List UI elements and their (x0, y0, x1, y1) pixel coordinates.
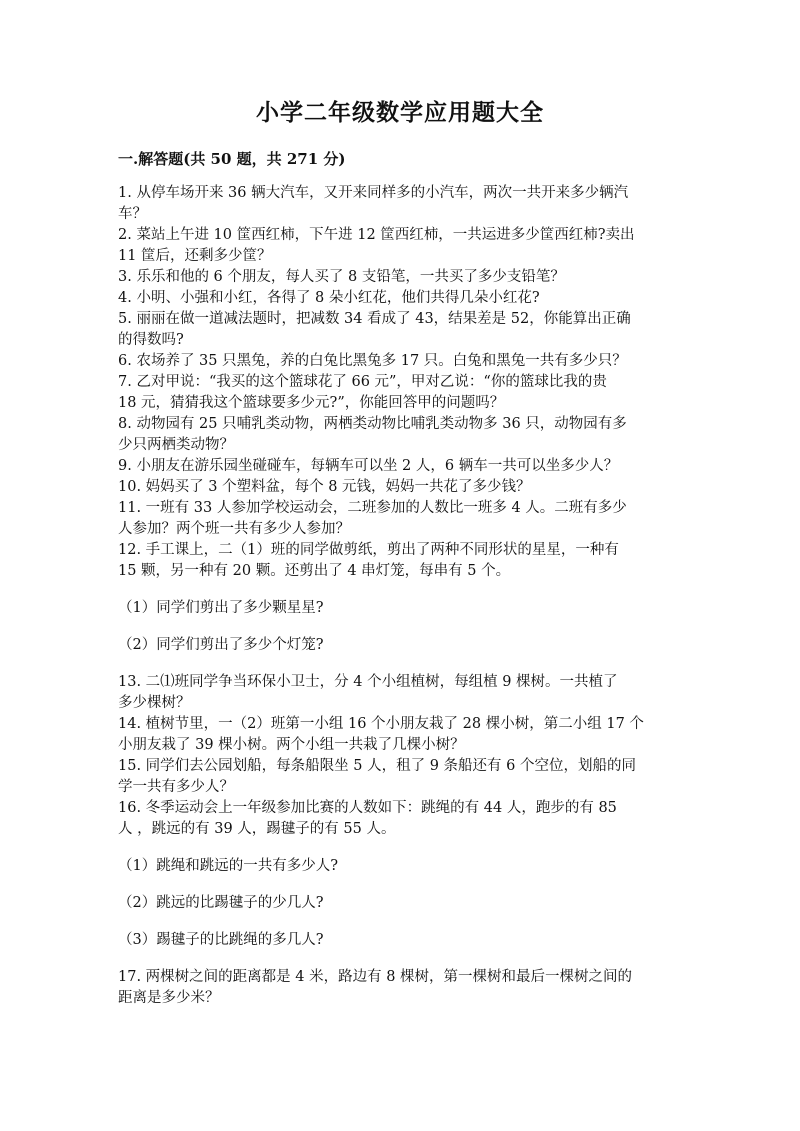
question-12 (118, 540, 688, 582)
question-15 (118, 756, 688, 798)
question-line: 12. 手工课上，二（1）班的同学做剪纸，剪出了两种不同形状的星星，一种有 (118, 542, 619, 558)
question-3 (118, 267, 688, 288)
question-line: 少只两栖类动物？ (118, 437, 234, 453)
question-16 (118, 798, 688, 840)
question-line: 5. 丽丽在做一道减法题时，把减数 34 看成了 43，结果差是 52，你能算出正确 (118, 311, 631, 327)
question-line: 的得数吗? (118, 332, 184, 348)
question-17 (118, 967, 688, 1009)
question-line: 14. 植树节里，一（2）班第一小组 16 个小朋友栽了 28 棵小树，第二小组 17 个 (118, 716, 644, 732)
question-line: 小朋友栽了 39 棵小树。两个小组一共栽了几棵小树？ (118, 737, 465, 753)
question-line: 6. 农场养了 35 只黑兔，养的白兔比黑兔多 17 只。白兔和黑兔一共有多少只？ (118, 353, 627, 369)
question-11 (118, 498, 688, 540)
question-line: 10. 妈妈买了 3 个塑料盆，每个 8 元钱，妈妈一共花了多少钱？ (118, 479, 531, 495)
question-9 (118, 456, 688, 477)
section-heading: 一.解答题(共 50 题，共 271 分) (118, 150, 346, 168)
question-line: 17. 两棵树之间的距离都是 4 米，路边有 8 棵树，第一棵树和最后一棵树之间的 (118, 969, 633, 985)
question-4 (118, 288, 688, 309)
question-line: 学一共有多少人？ (118, 779, 234, 795)
question-line: 7. 乙对甲说：“我买的这个篮球花了 66 元”，甲对乙说：“你的篮球比我的贵 (118, 374, 607, 390)
question-12-subquestion-1: （1）同学们剪出了多少颗星星? (118, 600, 324, 616)
question-line: 15. 同学们去公园划船，每条船限坐 5 人，租了 9 条船还有 6 个空位，划船的同 (118, 758, 636, 774)
question-line: 9. 小朋友在游乐园坐碰碰车，每辆车可以坐 2 人，6 辆车一共可以坐多少人？ (118, 458, 619, 474)
question-line: 11 筐后，还剩多少筐？ (118, 248, 272, 264)
question-8 (118, 414, 688, 456)
question-16-subquestion-1: （1）跳绳和跳远的一共有多少人? (118, 858, 338, 874)
question-13 (118, 672, 688, 714)
question-7 (118, 372, 688, 414)
question-line: 11. 一班有 33 人参加学校运动会，二班参加的人数比一班多 4 人。二班有多少 (118, 500, 627, 516)
question-line: 人参加？两个班一共有多少人参加？ (118, 521, 350, 537)
question-10 (118, 477, 688, 498)
question-line: 8. 动物园有 25 只哺乳类动物，两栖类动物比哺乳类动物多 36 只，动物园有多 (118, 416, 627, 432)
document-title: 小学二年级数学应用题大全 (256, 99, 544, 126)
question-2 (118, 225, 688, 267)
question-14 (118, 714, 688, 756)
question-16-subquestion-3: （3）踢毽子的比跳绳的多几人? (118, 932, 324, 948)
question-1 (118, 183, 688, 225)
question-5 (118, 309, 688, 351)
question-12-subquestion-2: （2）同学们剪出了多少个灯笼? (118, 637, 324, 653)
question-line: 18 元，猜猜我这个篮球要多少元?”，你能回答甲的问题吗？ (118, 395, 505, 411)
question-line: 4. 小明、小强和小红，各得了 8 朵小红花，他们共得几朵小红花? (118, 290, 540, 306)
question-line: 13. 二⑴班同学争当环保小卫士，分 4 个小组植树，每组植 9 棵树。一共植了 (118, 674, 618, 690)
question-line: 人 ，跳远的有 39 人，踢毽子的有 55 人。 (118, 821, 396, 837)
question-list (118, 183, 688, 1009)
question-line: 16. 冬季运动会上一年级参加比赛的人数如下：跳绳的有 44 人，跑步的有 85 (118, 800, 617, 816)
question-line: 15 颗，另一种有 20 颗。还剪出了 4 串灯笼，每串有 5 个。 (118, 563, 511, 579)
question-line: 车？ (118, 206, 147, 222)
question-line: 距离是多少米？ (118, 990, 220, 1006)
question-line: 1. 从停车场开来 36 辆大汽车，又开来同样多的小汽车，两次一共开来多少辆汽 (118, 185, 629, 201)
question-6 (118, 351, 688, 372)
question-line: 3. 乐乐和他的 6 个朋友，每人买了 8 支铅笔，一共买了多少支铅笔？ (118, 269, 565, 285)
question-line: 多少棵树？ (118, 695, 191, 711)
question-16-subquestion-2: （2）跳远的比踢毽子的少几人? (118, 895, 324, 911)
question-line: 2. 菜站上午进 10 筐西红柿，下午进 12 筐西红柿，一共运进多少筐西红柿?卖出 (118, 227, 635, 243)
